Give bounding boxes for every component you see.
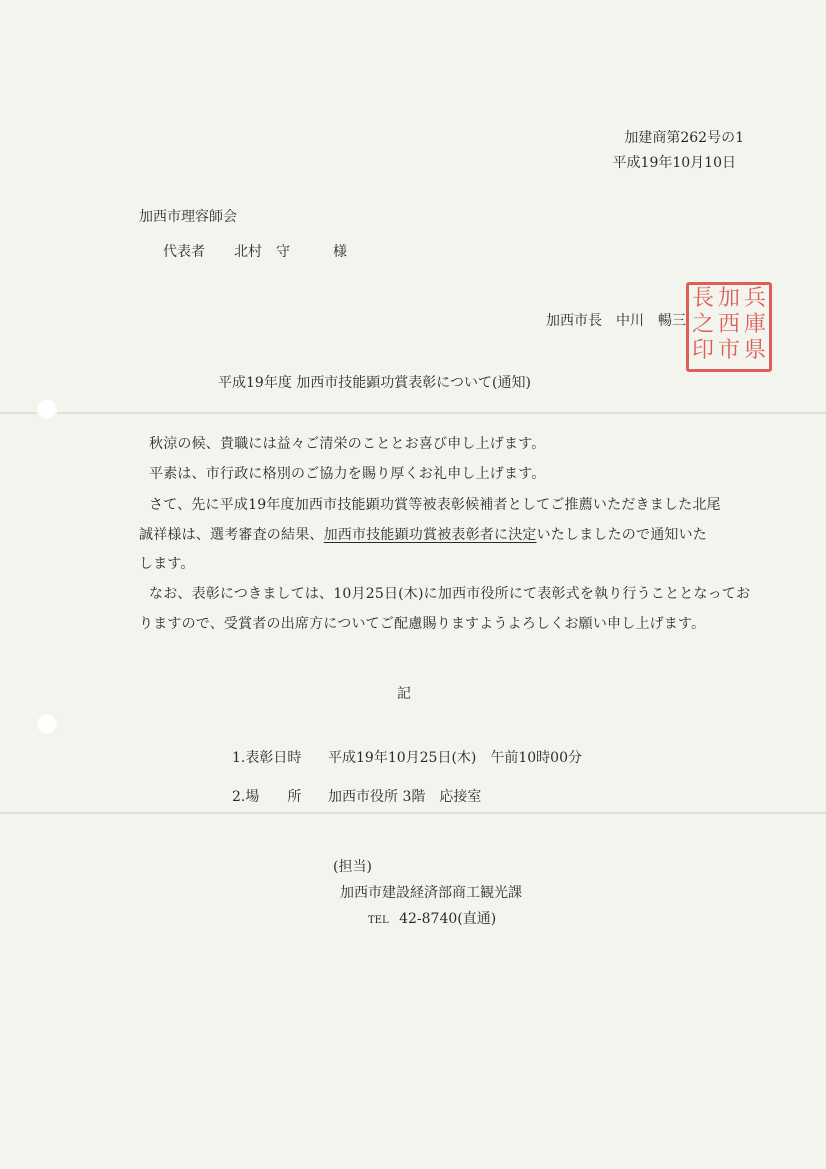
seal-glyph: 県	[744, 338, 767, 363]
contact-department: 加西市建設経済部商工観光課	[340, 885, 522, 901]
punch-hole	[36, 398, 58, 420]
recipient-title: 代表者	[163, 244, 205, 260]
item-label: 2.場 所	[232, 789, 302, 805]
recipient-honorific: 様	[333, 244, 347, 260]
body-paragraph-2: 平素は、市行政に格別のご協力を賜り厚くお礼申し上げます。	[149, 466, 546, 482]
body-paragraph-3-line-1: さて、先に平成19年度加西市技能顕功賞等被表彰候補者としてご推薦いただきました北尾	[149, 497, 721, 513]
underlined-decision: 加西市技能顕功賞被表彰者に決定	[323, 527, 537, 543]
seal-glyph: 長	[692, 286, 715, 311]
seal-glyph: 加	[718, 286, 741, 311]
seal-glyph: 西	[718, 312, 741, 337]
contact-phone	[368, 912, 496, 926]
punch-hole	[36, 713, 58, 735]
sender-title: 加西市長	[546, 313, 602, 329]
paper-fold-line	[0, 812, 826, 814]
body-paragraph-3-line-2	[139, 528, 707, 542]
seal-glyph: 兵	[744, 286, 767, 311]
body-paragraph-3-line-3: します。	[139, 556, 195, 572]
phone-number: 42-8740(直通)	[399, 911, 497, 927]
phone-label: TEL	[368, 915, 389, 926]
official-seal	[686, 282, 772, 372]
note-heading: 記	[397, 686, 411, 702]
document-date: 平成19年10月10日	[612, 155, 736, 171]
seal-glyph: 之	[692, 312, 715, 337]
paper-fold-line	[0, 412, 826, 414]
body-text: 誠祥様は、選考審査の結果、	[139, 527, 324, 543]
document-number: 加建商第262号の1	[624, 130, 744, 146]
seal-glyph: 市	[718, 338, 741, 363]
item-label: 1.表彰日時	[232, 750, 302, 766]
seal-glyph: 印	[692, 338, 715, 363]
body-text: いたしましたので通知いた	[536, 527, 708, 543]
recipient-organization: 加西市理容師会	[139, 209, 237, 225]
contact-label: (担当)	[333, 859, 372, 875]
sender-name: 中川 暢三	[616, 313, 686, 329]
item-value: 平成19年10月25日(木) 午前10時00分	[328, 750, 582, 766]
body-paragraph-4-line-1: なお、表彰につきましては、10月25日(木)に加西市役所にて表彰式を執り行うこととなってお	[149, 586, 751, 602]
body-paragraph-4-line-2: りますので、受賞者の出席方についてご配慮賜りますようよろしくお願い申し上げます。	[139, 616, 706, 632]
seal-glyph: 庫	[744, 312, 767, 337]
recipient-name: 北村 守	[234, 244, 290, 260]
body-paragraph-1: 秋涼の候、貴職には益々ご清栄のこととお喜び申し上げます。	[149, 436, 546, 452]
subject-heading: 平成19年度 加西市技能顕功賞表彰について(通知)	[218, 375, 531, 391]
item-value: 加西市役所 3階 応接室	[328, 789, 482, 805]
